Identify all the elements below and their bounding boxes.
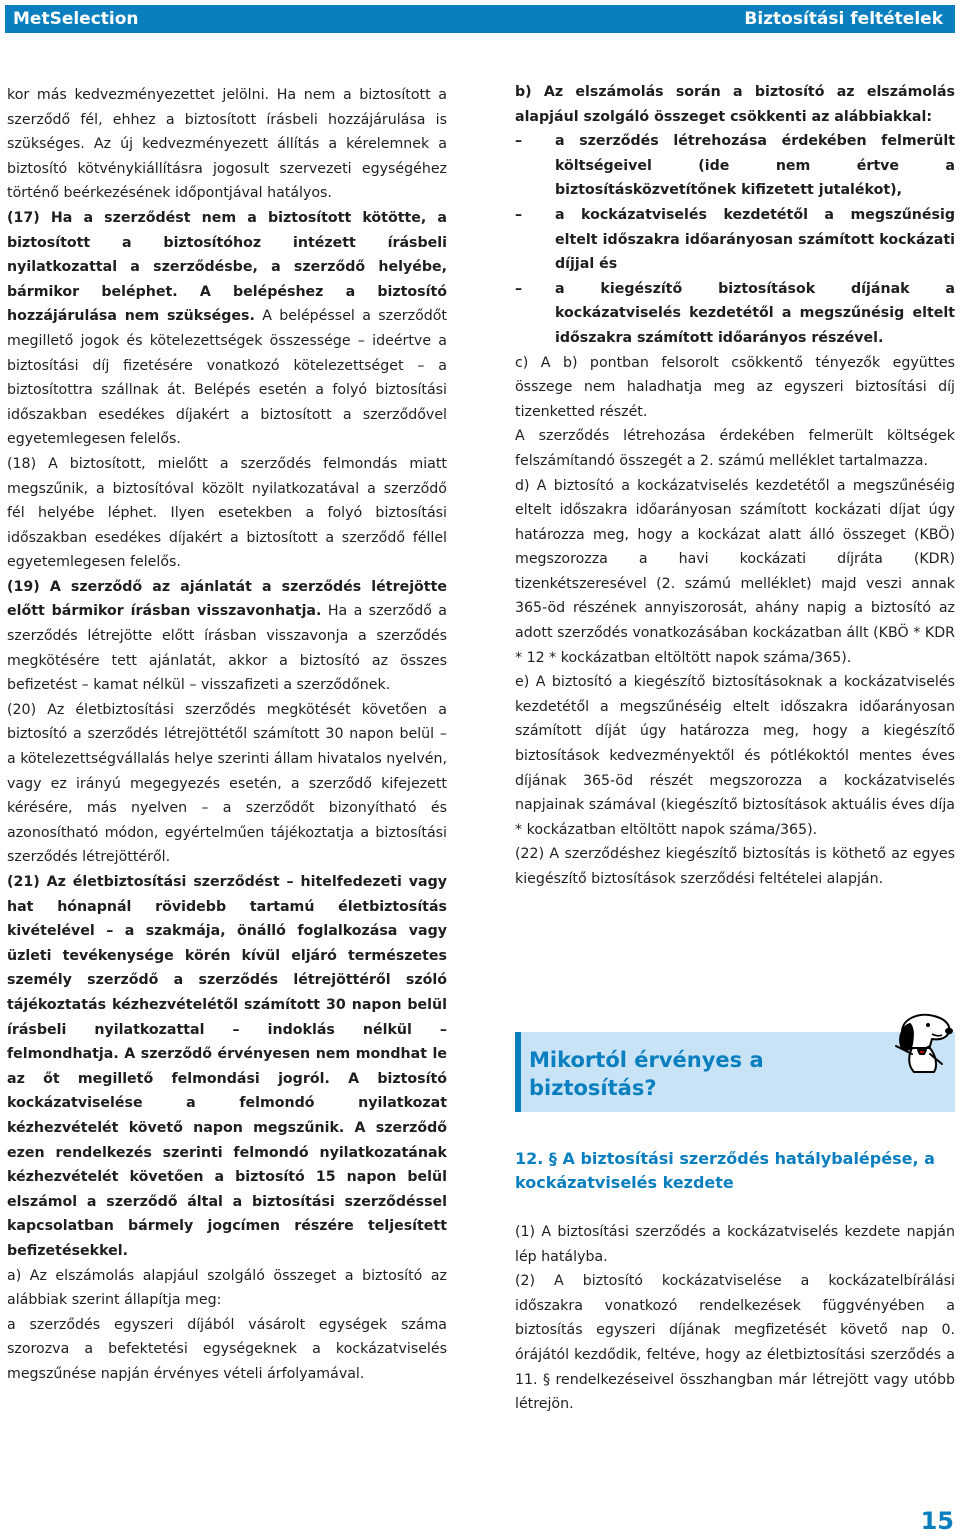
section-paragraph-1: (1) A biztosítási szerződés a kockázatviselés kezdete napján lép hatályba.	[515, 1224, 955, 1265]
left-column	[7, 83, 447, 1386]
paragraph-e: e) A biztosító a kiegészítő biztosításoknak a kockázatviselés kezdetétől a megszűnéséig eltelt időszakra időarányosan számított díját úgy határozza meg, hogy a kiegészítő biztosítások kedvezményektől és pótlékoktól mentes éves díjának 365-öd részét megszorozza a kockázatviselés napjainak számával (kiegészítő biztosítások aktuális éves díja * kockázatban eltöltött napok száma/365).	[515, 674, 955, 838]
paragraph-18: (18) A biztosított, mielőtt a szerződés felmondás miatt megszűnik, a biztosítóval közölt nyilatkozatával a szerződő fél helyébe léphet. Ilyen esetekben a folyó biztosítási időszakban esedékes díjakért a biztosított a szerződő féllel egyetemlegesen felelős.	[7, 455, 447, 571]
paragraph-b: b) Az elszámolás során a biztosító az elszámolás alapjául szolgáló összeget csökkenti az alábbiakkal:	[515, 84, 955, 125]
paragraph-19-bold: (19) A szerződő az ajánlatát a szerződés létrejötte előtt bármikor írásban visszavonhatja.	[7, 578, 447, 620]
list-item-text: a kockázatviselés kezdetétől a megszűnésig eltelt időszakra időarányosan számított kockázati díjjal és	[555, 206, 955, 273]
paragraph-19	[7, 575, 447, 698]
dash-marker: –	[515, 206, 523, 223]
right-column	[515, 80, 955, 892]
section-title: Biztosítási feltételek	[744, 9, 943, 29]
page-number: 15	[920, 1507, 954, 1535]
paragraph-beneficiary: kor más kedvezményezettet jelölni. Ha nem a biztosított a szerződő fél, ehhez a biztosított írásbeli hozzájárulása is szükséges. Az új kedvezményezett állítás a kérelemnek a biztosító kötvénykiállításra jogosult szervezeti egységéhez történő beérkezésének időpontjával hatályos.	[7, 87, 447, 202]
section-12-body	[515, 1220, 955, 1417]
list-item	[515, 129, 955, 203]
paragraph-21: (21) Az életbiztosítási szerződést – hitelfedezeti vagy hat hónapnál rövidebb tartamú életbiztosítás kivételével – a szakmája, önálló foglalkozása vagy üzleti tevékenysége körén kívül eljáró természetes személy szerződő a szerződés létrejöttéről szóló tájékoztatás kézhezvételétől számított 30 napon belül írásbeli nyilatkozattal – indoklás nélkül – felmondhatja. A szerződő érvényesen nem mondhat le az őt megillető felmondási jogról. A biztosító kockázatviselése a felmondó nyilatkozat kézhezvételét követő napon megszűnik. A szerződő ezen rendelkezés szerinti felmondó nyilatkozatának kézhezvételét követően a biztosító 15 napon belül elszámol a szerződő által a biztosítási szerződéssel kapcsolatban bármely jogcímen részére teljesített befizetésekkel.	[7, 874, 447, 1259]
paragraph-d: d) A biztosító a kockázatviselés kezdetétől a megszűnéséig eltelt időszakra időarányosan számított kockázati díjat úgy határozza meg, hogy a kockázat alatt álló összeget (KBÖ) megszorozza a havi kockázati díjráta (KDR) tizenkétszeresével (2. számú melléklet) majd veszi annak 365-öd részének annyiszorosát, ahány napig a biztosító az adott szerződés vonatkozásában kockázatban állt (KBÖ * KDR * 12 * kockázatban eltöltött napok száma/365).	[515, 477, 955, 666]
paragraph-a: a) Az elszámolás alapjául szolgáló összeget a biztosító az alábbiak szerint állapítja meg:	[7, 1267, 447, 1309]
section-heading: 12. § A biztosítási szerződés hatálybalépése, a kockázatviselés kezdete	[515, 1149, 935, 1192]
paragraph-19-text: Ha a szerződő a szerződés létrejötte előtt írásban visszavonja a szerződés megkötésére tett ajánlatát, akkor a biztosító az összes befizetést – kamat nélkül – visszafizeti a szerződőnek.	[7, 603, 447, 694]
list-item	[515, 203, 955, 277]
paragraph-22: (22) A szerződéshez kiegészítő biztosítás is köthető az egyes kiegészítő biztosítások szerződési feltételei alapján.	[515, 846, 955, 887]
brand-name: MetSelection	[13, 9, 139, 29]
paragraph-c: c) A b) pontban felsorolt csökkentő tényezők együttes összege nem haladhatja meg az egyszeri biztosítási díj tizenketted részét.	[515, 354, 955, 420]
list-item	[515, 277, 955, 351]
page-header	[5, 5, 955, 33]
paragraph-a-formula: a szerződés egyszeri díjából vásárolt egységek száma szorozva a befektetési egységeknek a kockázatviselés megszűnése napján érvényes vételi árfolyamával.	[7, 1316, 447, 1382]
section-paragraph-2: (2) A biztosító kockázatviselése a kockázatelbírálási időszakra vonatkozó rendelkezések függvényében a biztosítás egyszeri díjának megfizetését követő nap 0. órájától kezdődik, feltéve, hogy az életbiztosítási szerződés a 11. § rendelkezéseivel összhangban már létrejött vagy utóbb létrejön.	[515, 1273, 955, 1413]
paragraph-17-bold: (17) Ha a szerződést nem a biztosított kötötte, a biztosított a biztosítóhoz intézett írásbeli nyilatkozattal a szerződésbe, a szerződő helyébe, bármikor beléphet. A belépéshez a biztosító hozzájárulása nem szükséges.	[7, 209, 447, 325]
dash-marker: –	[515, 280, 523, 297]
paragraph-c-costs: A szerződés létrehozása érdekében felmerült költségek felszámítandó összegét a 2. számú melléklet tartalmazza.	[515, 428, 955, 469]
dash-marker: –	[515, 133, 523, 150]
paragraph-17	[7, 206, 447, 452]
snoopy-dog-illustration-icon	[872, 1010, 956, 1076]
paragraph-17-text: A belépéssel a szerződőt megillető jogok és kötelezettségek összessége – ideértve a biztosítási díj fizetésére vonatkozó kötelezettséget – a biztosítottra szállnak át. Belépés esetén a folyó biztosítási időszakban esedékes díjakért a biztosított a szerződővel egyetemlegesen felelős.	[7, 308, 448, 448]
list-item-text: a szerződés létrehozása érdekében felmerült költségeivel (ide nem értve a biztosításközvetítőnek kifizetett jutalékot),	[555, 133, 955, 199]
callout-title: Mikortól érvényes a biztosítás?	[529, 1048, 764, 1100]
paragraph-20: (20) Az életbiztosítási szerződés megkötését követően a biztosító a szerződés létrejöttétől számított 30 napon belül – a kötelezettségvállalás helye szerinti állam hivatalos nyelvén, vagy ez irányú megegyezés esetén, a szerződő kifejezett kérésére, más nyelven – a szerződőt bizonyítható és azonosítható módon, egyértelműen tájékoztatja a biztosítási szerződés létrejöttéről.	[7, 701, 447, 866]
list-item-text: a kiegészítő biztosítások díjának a kockázatviselés kezdetétől a megszűnésig eltelt időszakra számított időarányos részével.	[555, 280, 955, 346]
